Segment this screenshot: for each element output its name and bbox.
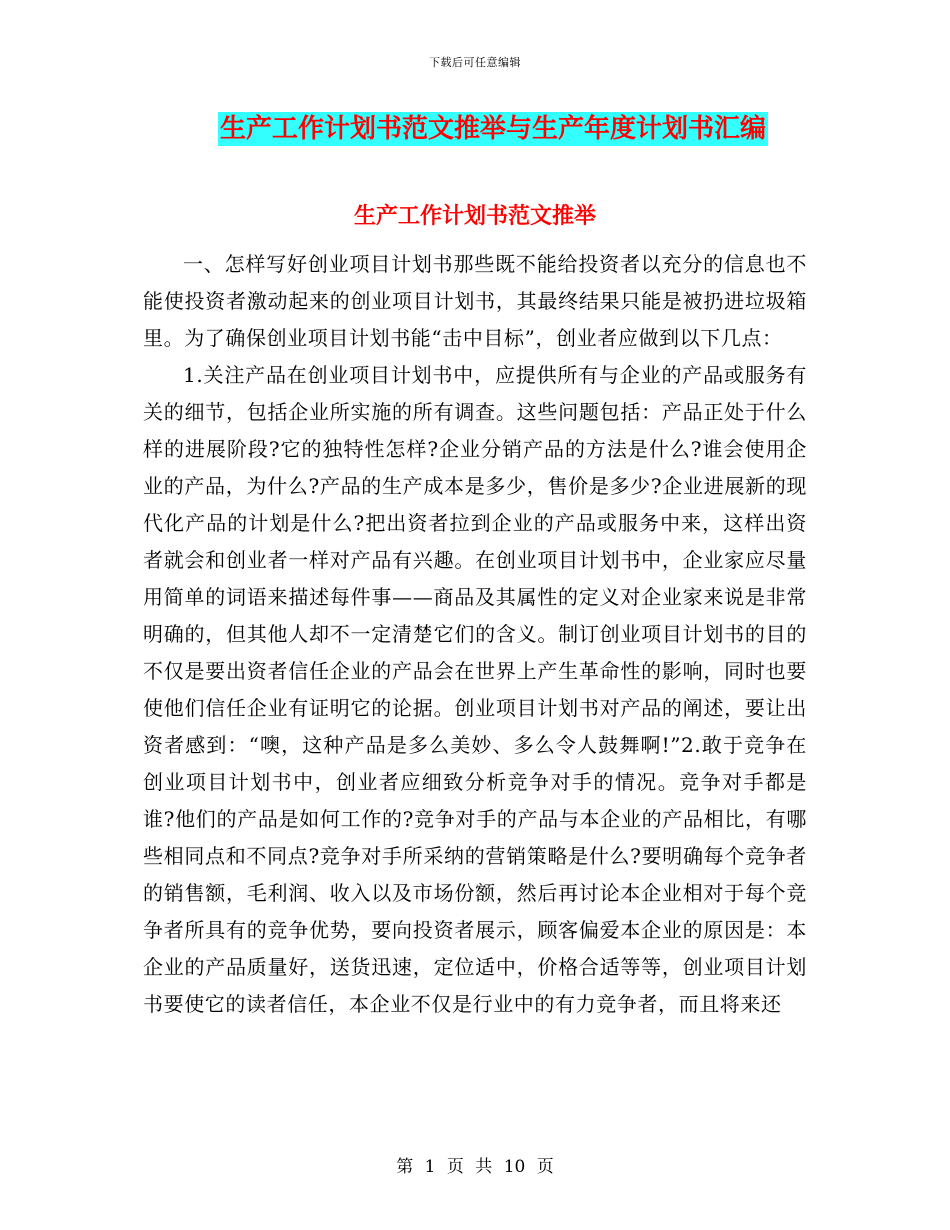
body-text	[143, 246, 807, 1023]
section-title: 生产工作计划书范文推举	[353, 204, 596, 229]
document-title: 生产工作计划书范文推举与生产年度计划书汇编	[220, 114, 767, 144]
paragraph: 1.关注产品在创业项目计划书中，应提供所有与企业的产品或服务有关的细节，包括企业所实施的所有调查。这些问题包括：产品正处于什么样的进展阶段?它的独特性怎样?企业分销产品的方法是什么?谁会使用企业的产品，为什么?产品的生产成本是多少，售价是多少?企业进展新的现代化产品的计划是什么?把出资者拉到企业的产品或服务中来，这样出资者就会和创业者一样对产品有兴趣。在创业项目计划书中，企业家应尽量用简单的词语来描述每件事——商品及其属性的定义对企业家来说是非常明确的，但其他人却不一定清楚它们的含义。制订创业项目计划书的目的不仅是要出资者信任企业的产品会在世界上产生革命性的影响，同时也要使他们信任企业有证明它的论据。创业项目计划书对产品的阐述，要让出资者感到：“噢，这种产品是多么美妙、多么令人鼓舞啊!”2.敢于竞争在创业项目计划书中，创业者应细致分析竞争对手的情况。竞争对手都是谁?他们的产品是如何工作的?竞争对手的产品与本企业的产品相比，有哪些相同点和不同点?竞争对手所采纳的营销策略是什么?要明确每个竞争者的销售额，毛利润、收入以及市场份额，然后再讨论本企业相对于每个竞争者所具有的竞争优势，要向投资者展示，顾客偏爱本企业的原因是：本企业的产品质量好，送货迅速，定位适中，价格合适等等，创业项目计划书要使它的读者信任，本企业不仅是行业中的有力竞争者，而且将来还	[143, 363, 807, 1016]
page-footer: 第 1 页 共 10 页	[396, 1157, 554, 1177]
header-note: 下载后可任意编辑	[429, 56, 521, 69]
paragraph: 一、怎样写好创业项目计划书那些既不能给投资者以充分的信息也不能使投资者激动起来的创业项目计划书，其最终结果只能是被扔进垃圾箱里。为了确保创业项目计划书能“击中目标”，创业者应做到以下几点：	[143, 252, 807, 350]
